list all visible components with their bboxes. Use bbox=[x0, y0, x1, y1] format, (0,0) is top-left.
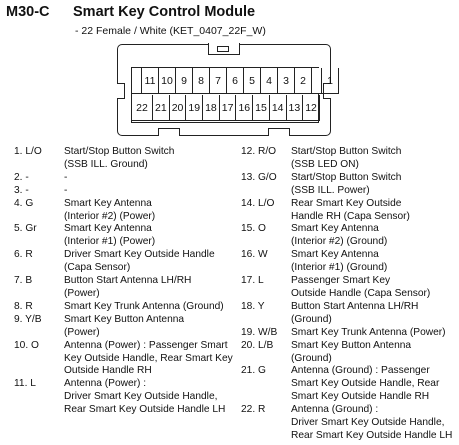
pin-description: Button Start Antenna LH/RH (Power) bbox=[64, 275, 192, 299]
page-title: Smart Key Control Module bbox=[73, 4, 256, 20]
pin-number: 21. G bbox=[241, 365, 266, 377]
pin-description: Passenger Smart Key Outside Handle (Capa Sensor) bbox=[291, 275, 431, 299]
pin-description: Smart Key Button Antenna (Power) bbox=[64, 313, 185, 338]
pin-description: Button Start Antenna LH/RH (Ground) bbox=[291, 300, 419, 325]
pin-number: 1. L/O bbox=[14, 146, 42, 157]
pin-description: - bbox=[64, 171, 68, 183]
pin-list-item bbox=[241, 327, 456, 340]
pin-description: Smart Key Antenna (Interior #2) (Power) bbox=[64, 197, 156, 222]
connector-pin: 11 bbox=[142, 68, 159, 94]
pin-description: Smart Key Trunk Antenna (Power) bbox=[291, 326, 446, 338]
pin-list-item bbox=[14, 314, 244, 340]
pin-list-item bbox=[14, 198, 244, 224]
pin-number: 18. Y bbox=[241, 300, 265, 312]
pin-number: 4. G bbox=[14, 197, 34, 209]
connector-pin: 15 bbox=[253, 95, 270, 121]
pin-number: 7. B bbox=[14, 275, 33, 287]
pin-number: 20. L/B bbox=[241, 339, 274, 351]
connector-top-row bbox=[132, 68, 339, 95]
pin-description: Rear Smart Key Outside Handle RH (Capa Sensor) bbox=[291, 197, 410, 222]
pin-list-item bbox=[241, 275, 456, 301]
connector-pin-grid bbox=[131, 67, 333, 123]
pin-number: 3. - bbox=[14, 184, 29, 196]
connector-pin: 18 bbox=[203, 95, 220, 121]
connector-blank-cavity bbox=[132, 68, 142, 94]
pin-list-item bbox=[14, 249, 244, 275]
pin-number: 2. - bbox=[14, 171, 29, 183]
pin-description: Smart Key Button Antenna (Ground) bbox=[291, 339, 412, 364]
pin-list-item bbox=[241, 404, 456, 443]
pin-number: 16. W bbox=[241, 249, 268, 261]
connector-blank-cavity bbox=[312, 68, 322, 94]
connector-subtitle: - 22 Female / White (KET_0407_22F_W) bbox=[75, 25, 266, 37]
pin-description: Start/Stop Button Switch (SSB ILL. Ground) bbox=[64, 146, 175, 170]
pin-list-item bbox=[241, 365, 456, 404]
connector-pin: 2 bbox=[295, 68, 312, 94]
pin-number: 10. O bbox=[14, 339, 39, 351]
connector-pin: 14 bbox=[270, 95, 287, 121]
pin-list-item bbox=[241, 146, 456, 172]
connector-pin: 19 bbox=[186, 95, 203, 121]
connector-code: M30-C bbox=[6, 4, 50, 20]
connector-pin: 10 bbox=[159, 68, 176, 94]
pin-number: 17. L bbox=[241, 275, 264, 287]
connector-pin: 5 bbox=[244, 68, 261, 94]
pin-description: Antenna (Ground) : Passenger Smart Key Outside Handle, Rear Smart Key Outside Handle RH bbox=[291, 365, 440, 403]
pin-list-item bbox=[14, 172, 244, 185]
pin-list-item bbox=[241, 172, 456, 198]
connector-diagram bbox=[117, 44, 331, 136]
pin-list-item bbox=[14, 275, 244, 301]
connector-bottom-row bbox=[132, 95, 320, 122]
connector-side-tab-left bbox=[117, 83, 125, 99]
pin-description: Antenna (Ground) : Driver Smart Key Outside Handle, Rear Smart Key Outside Handle LH bbox=[291, 404, 453, 441]
connector-pin: 17 bbox=[220, 95, 237, 121]
pin-number: 9. Y/B bbox=[14, 313, 42, 325]
connector-pin: 22 bbox=[132, 95, 153, 121]
pin-list-item bbox=[14, 223, 244, 249]
connector-bottom-notch bbox=[268, 128, 290, 136]
pin-list-item bbox=[241, 301, 456, 327]
pin-list-item bbox=[14, 146, 244, 172]
connector-latch bbox=[208, 43, 240, 55]
pin-list-item bbox=[241, 340, 456, 366]
connector-pin: 13 bbox=[287, 95, 304, 121]
pin-number: 6. R bbox=[14, 249, 33, 261]
pin-number: 15. O bbox=[241, 223, 266, 235]
pin-list-item bbox=[14, 301, 244, 314]
pin-number: 8. R bbox=[14, 300, 33, 312]
pin-description: Smart Key Antenna (Interior #1) (Ground) bbox=[291, 249, 388, 274]
pin-description: Smart Key Trunk Antenna (Ground) bbox=[64, 300, 224, 312]
pin-description: Start/Stop Button Switch (SSB ILL. Power) bbox=[291, 171, 402, 196]
pin-list-left bbox=[14, 146, 244, 417]
pin-description: - bbox=[64, 184, 68, 196]
pin-number: 13. G/O bbox=[241, 171, 277, 183]
pin-number: 22. R bbox=[241, 404, 266, 416]
connector-pin: 21 bbox=[153, 95, 170, 121]
pin-list-item bbox=[241, 198, 456, 224]
pin-list-right bbox=[241, 146, 456, 443]
pin-number: 5. Gr bbox=[14, 223, 37, 235]
pin-description: Antenna (Power) : Driver Smart Key Outside Handle, Rear Smart Key Outside Handle LH bbox=[64, 378, 226, 416]
pin-description: Driver Smart Key Outside Handle (Capa Sensor) bbox=[64, 249, 215, 274]
pin-list-item bbox=[14, 340, 244, 379]
pin-list-item bbox=[14, 185, 244, 198]
pin-description: Smart Key Antenna (Interior #2) (Ground) bbox=[291, 223, 388, 248]
pin-number: 19. W/B bbox=[241, 326, 278, 338]
pin-description: Smart Key Antenna (Interior #1) (Power) bbox=[64, 223, 156, 248]
connector-pin: 16 bbox=[236, 95, 253, 121]
pin-list-item bbox=[241, 249, 456, 275]
connector-pin: 12 bbox=[303, 95, 320, 121]
pin-number: 11. L bbox=[14, 378, 36, 390]
pin-description: Start/Stop Button Switch (SSB LED ON) bbox=[291, 146, 402, 170]
pin-number: 12. R/O bbox=[241, 146, 277, 157]
connector-pin: 20 bbox=[170, 95, 187, 121]
pin-list-item bbox=[241, 223, 456, 249]
pin-description: Antenna (Power) : Passenger Smart Key Outside Handle, Rear Smart Key Outside Handle RH bbox=[64, 339, 233, 377]
pin-number: 14. L/O bbox=[241, 197, 275, 209]
connector-pin: 9 bbox=[176, 68, 193, 94]
connector-pin: 8 bbox=[193, 68, 210, 94]
connector-pin: 7 bbox=[210, 68, 227, 94]
connector-pin: 1 bbox=[322, 68, 339, 94]
connector-pin: 4 bbox=[261, 68, 278, 94]
connector-pin: 3 bbox=[278, 68, 295, 94]
pin-list-item bbox=[14, 378, 244, 417]
connector-pin: 6 bbox=[227, 68, 244, 94]
connector-bottom-notch bbox=[158, 128, 180, 136]
